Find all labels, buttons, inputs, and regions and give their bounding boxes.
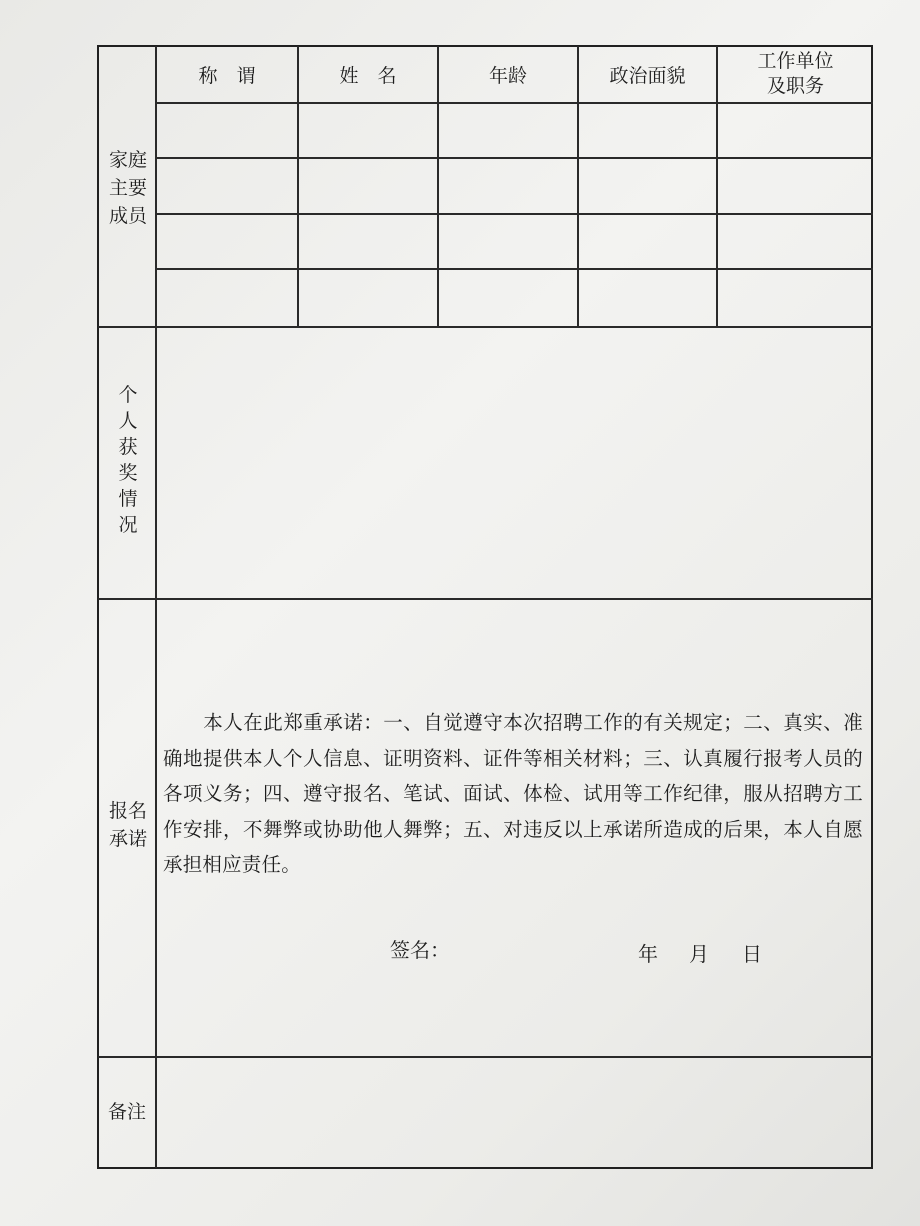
family-header-age: 年龄 (488, 65, 527, 87)
pledge-section-label: 报名 承诺 (108, 800, 147, 850)
family-row-2[interactable] (157, 159, 872, 213)
signature-field[interactable] (450, 930, 610, 960)
remarks-content-area[interactable] (158, 1058, 872, 1166)
family-header-relation: 称 谓 (198, 65, 256, 87)
date-day-label: 日 (742, 942, 762, 966)
awards-section-bottom (98, 598, 873, 600)
family-header-name: 姓 名 (339, 65, 397, 87)
awards-section-label: 个 人 获 奖 情 况 (118, 384, 138, 536)
family-section-label: 家庭 主要 成员 (108, 149, 147, 227)
family-header-employer-position: 工作单位 及职务 (757, 50, 834, 97)
family-header-political-status: 政治面貌 (609, 65, 686, 87)
family-row-3[interactable] (157, 215, 872, 268)
date-year-label: 年 (638, 942, 658, 966)
signature-label: 签名： (390, 938, 450, 962)
remarks-section-label: 备注 (107, 1101, 146, 1123)
awards-content-area[interactable] (158, 328, 872, 598)
date-month-label: 月 (689, 942, 709, 966)
family-row-4[interactable] (157, 270, 872, 326)
family-row-1[interactable] (157, 104, 872, 157)
pledge-text: 本人在此郑重承诺：一、自觉遵守本次招聘工作的有关规定；二、真实、准确地提供本人个人信息、证明资料、证件等相关材料；三、认真履行报考人员的各项义务；四、遵守报名、笔试、面试、体检、试用等工作纪律，服从招聘方工作安排，不舞弊或协助他人舞弊；五、对违反以上承诺所造成的后果，本人自愿承担相应责任。 (163, 711, 863, 876)
